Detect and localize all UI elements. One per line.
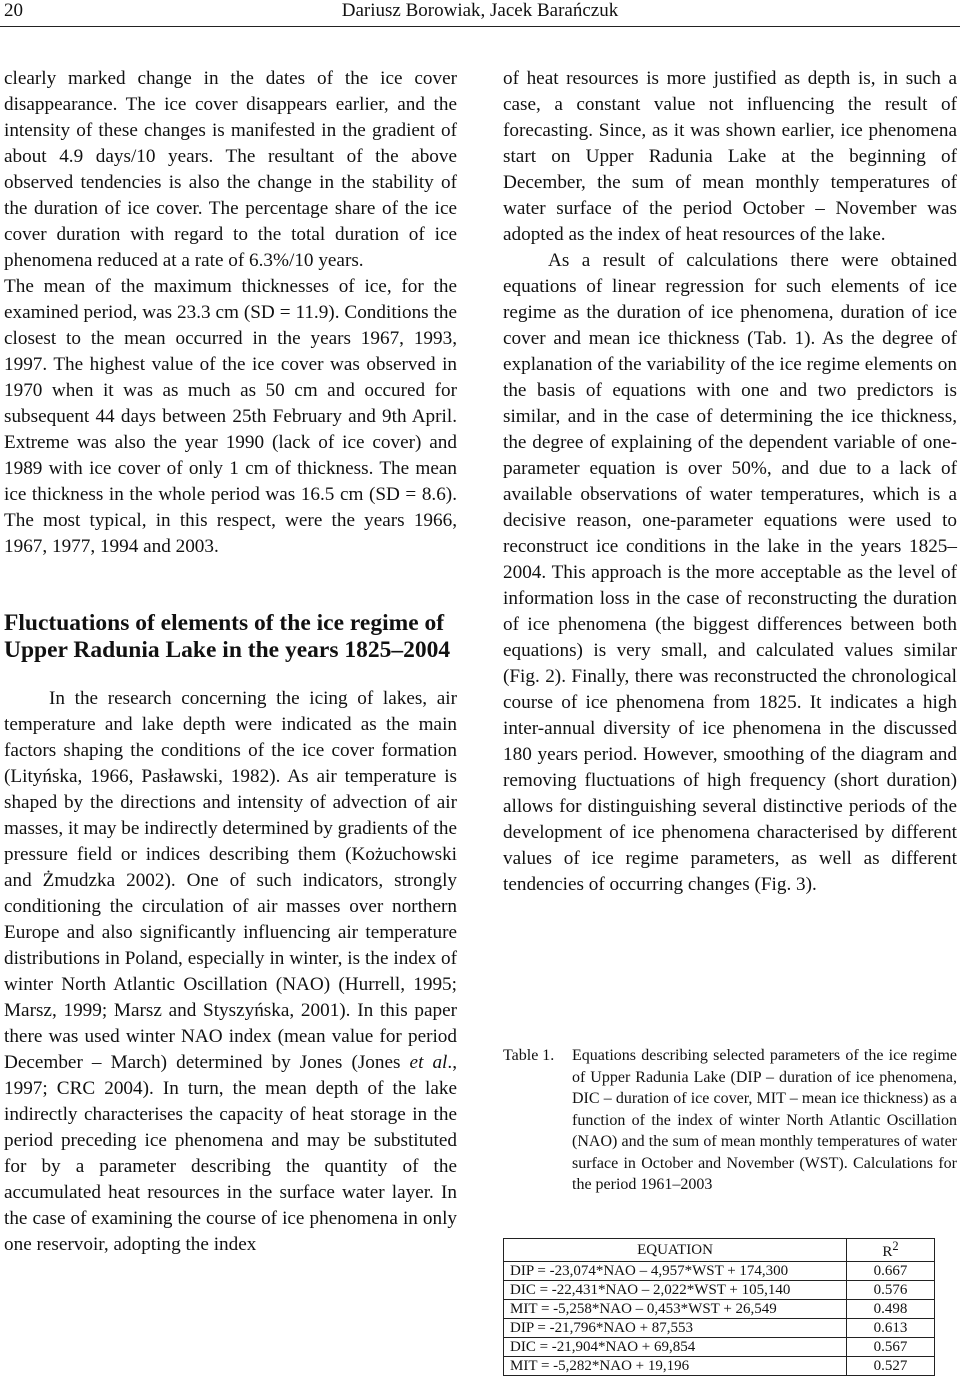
paragraph-ice-thickness: The mean of the maximum thicknesses of ice, for the examined period, was 23.3 cm (SD = 11.9). Conditions the closest to the mean occurred in the years 1967, 1993, 1997. The highest value of the ice cover was observed in 1970 when it was as much as 50 cm and occured for subsequent 44 days between 25th February and 9th April. Extreme was also the year 1990 (lack of ice cover) and 1989 with ice cover of only 1 cm of thickness. The mean ice thickness in the whole period was 16.5 cm (SD = 8.6). The most typical, in this respect, were the years 1966, 1967, 1977, 1994 and 2003.: [4, 276, 457, 557]
table-row: [504, 1281, 935, 1300]
r2-cell: 0.567: [847, 1338, 935, 1357]
equation-cell: DIP = -23,074*NAO – 4,957*WST + 174,300: [504, 1262, 847, 1281]
equation-cell: MIT = -5,282*NAO + 19,196: [504, 1357, 847, 1376]
running-title-authors: Dariusz Borowiak, Jacek Barańczuk: [341, 0, 619, 21]
paragraph-research-factors: [4, 686, 457, 1258]
right-column: [503, 66, 957, 898]
table-caption-text: Equations describing selected parameters of the ice regime of Upper Radunia Lake (DIP – duration of ice phenomena, DIC – duration of ice cover, MIT – mean ice thickness) as a function of the index of winter North Atlantic Oscillation (NAO) and the sum of mean monthly temperatures of water surface in October and November (WST). Calculations for the period 1961–2003: [572, 1047, 957, 1193]
equation-cell: DIC = -22,431*NAO – 2,022*WST + 105,140: [504, 1281, 847, 1300]
table-row: [504, 1357, 935, 1376]
left-column: [4, 66, 457, 1258]
r2-cell: 0.527: [847, 1357, 935, 1376]
table-caption-label: Table 1.: [503, 1047, 555, 1064]
text-run: ., 1997; CRC 2004). In turn, the mean depth of the lake indirectly characterises the capacity of heat storage in the period preceding ice phenomena and may be substituted for by a parameter describing the quantity of the accumulated heat resources in the surface water layer. In the case of examining the course of ice phenomena in only one reservoir, adopting the index: [4, 1052, 457, 1255]
header-r: R: [882, 1244, 893, 1260]
r2-cell: 0.576: [847, 1281, 935, 1300]
header-r-squared: [847, 1239, 935, 1262]
table-row: [504, 1262, 935, 1281]
r2-cell: 0.667: [847, 1262, 935, 1281]
equation-cell: DIC = -21,904*NAO + 69,854: [504, 1338, 847, 1357]
r2-cell: 0.613: [847, 1319, 935, 1338]
table-caption: [503, 1045, 957, 1196]
paragraph-regression-results: As a result of calculations there were obtained equations of linear regression for such elements of ice regime as the duration of ice phenomena, duration of ice cover and mean ice thickness (Tab. 1). As the degree of explanation of the variability of the ice regime elements on the basis of equations with one and two predictors is similar, and in the case of determining the ice thickness, the degree of explaining of the dependent variable of one-parameter equation is over 50%, and due to a lack of available observations of water temperatures, which is a decisive reason, one-parameter equations were used to reconstruct ice conditions in the lake in the years 1825–2004. This approach is the more acceptable as the level of information loss in the case of reconstructing the duration of ice phenomena (the biggest differences between both equations) is very small, and calculated values similar (Fig. 2). Finally, there was reconstructed the chronological course of ice phenomena from 1825. It indicates a high inter-annual diversity of ice phenomena in the discussed 180 years period. However, smoothing of the diagram and removing fluctuations of high frequency (short duration) allows for distinguishing several distinctive periods of the development of ice phenomena characterised by different values of ice regime parameters, as well as different tendencies of occurring changes (Fig. 3).: [503, 250, 957, 895]
text-run: In the research concerning the icing of lakes, air temperature and lake depth were indicated as the main factors shaping the conditions of the ice cover formation (Lityńska, 1966, Pasławski, 1982). As air temperature is shaped by the directions and intensity of advection of air masses, it may be indirectly determined by gradients of the pressure field or indices describing them (Kożuchowski and Żmudzka 2002). One of such indicators, strongly conditioning the circulation of air masses over northern Europe and also significantly influencing air temperature distributions in Poland, especially in winter, is the index of winter North Atlantic Oscillation (NAO) (Hurrell, 1995; Marsz, 1999; Marsz and Styszyńska, 2001). In this paper there was used winter NAO index (mean value for period December – March) determined by Jones (Jones: [4, 688, 457, 1073]
header-equation: EQUATION: [504, 1239, 847, 1262]
page-header: [0, 0, 960, 27]
table-header-row: [504, 1239, 935, 1262]
paragraph-heat-resources: of heat resources is more justified as depth is, in such a case, a constant value not influencing the result of forecasting. Since, as it was shown earlier, ice phenomena start on Upper Radunia Lake at the beginning of December, the sum of mean monthly temperatures of water surface of the period October – November was adopted as the index of heat resources of the lake.: [503, 68, 957, 245]
header-r-superscript: 2: [892, 1239, 899, 1253]
paragraph-ice-cover-change: clearly marked change in the dates of the ice cover disappearance. The ice cover disappears earlier, and the intensity of these changes is manifested in the gradient of about 4.9 days/10 years. The resultant of the above observed tendencies is also the change in the stability of the duration of ice cover. The percentage share of the ice cover duration with regard to the total duration of ice phenomena reduced at a rate of 6.3%/10 years.: [4, 68, 457, 271]
r2-cell: 0.498: [847, 1300, 935, 1319]
section-heading: Fluctuations of elements of the ice regime of Upper Radunia Lake in the years 1825–2004: [4, 610, 451, 663]
equations-table: [503, 1238, 935, 1376]
table-row: [504, 1319, 935, 1338]
table-row: [504, 1338, 935, 1357]
equation-cell: DIP = -21,796*NAO + 87,553: [504, 1319, 847, 1338]
italic-citation: et al: [409, 1052, 448, 1073]
page-number: 20: [4, 0, 23, 21]
table-row: [504, 1300, 935, 1319]
equation-cell: MIT = -5,258*NAO – 0,453*WST + 26,549: [504, 1300, 847, 1319]
